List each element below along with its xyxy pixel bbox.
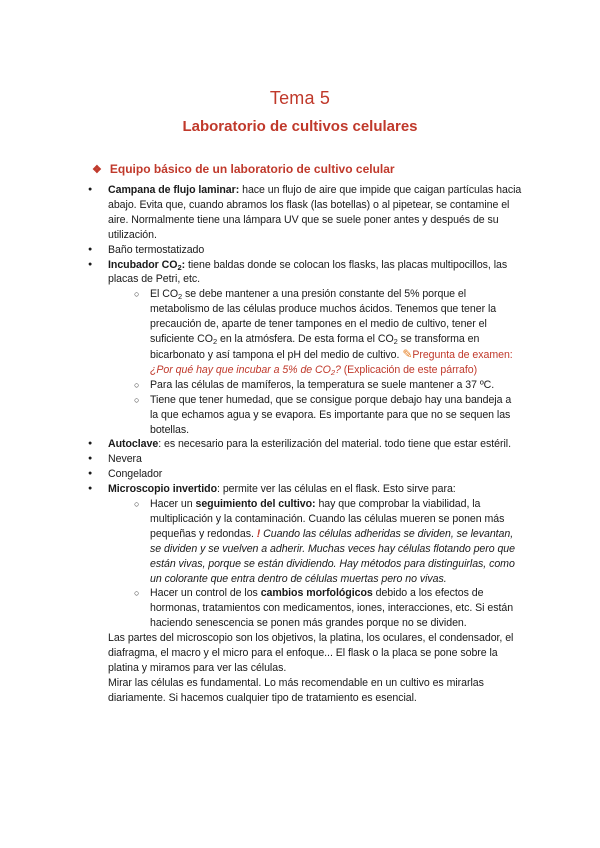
- exam-note-explanation: (Explicación de este párrafo): [343, 363, 478, 376]
- diamond-bullet-icon: ❖: [92, 164, 102, 176]
- text-nevera: Nevera: [108, 453, 142, 466]
- list-item-autoclave: [86, 437, 522, 452]
- pencil-icon: ✎: [402, 346, 413, 361]
- seguimiento-pre: Hacer un: [150, 498, 196, 511]
- sublist-item-co2: [136, 287, 522, 377]
- term-microscopio: Microscopio invertido: [108, 483, 218, 496]
- seguimiento-note: Cuando las células adheridas se dividen, se levantan, se dividen y se vuelven a adherir. Muchas veces hay células flotando pero que están vivas, porque se están dividiendo. Hay métodos para distinguirlas, como un colorante que entra dentro de células muertas pero no vivas.: [150, 527, 515, 585]
- text-incubador: tiene baldas donde se colocan los flasks, las placas multipocillos, las placas de Petri, etc.: [108, 258, 508, 286]
- section-heading-text: Equipo básico de un laboratorio de cultivo celular: [109, 162, 395, 176]
- sublist-item-morfologicos: [136, 586, 522, 631]
- co2-text-b: se debe mantener a una presión constante del 5% porque el metabolismo de las células produce muchos ácidos. Tenemos que tener la precaución de, aparte de tener tampones en el medio de cultivo, tener el suficiente CO: [150, 288, 497, 346]
- term-incubador-text: Incubador CO: [108, 258, 178, 271]
- seguimiento-term: seguimiento del cultivo:: [195, 498, 316, 511]
- list-item-bano: [86, 243, 522, 258]
- text-campana: hace un flujo de aire que impide que caigan partículas hacia abajo. Evita que, cuando abramos los flask (las botellas) o al pipetear, se contamine el aire. Normalmente tiene una lámpara UV que se suele poner antes y después de su utilización.: [108, 184, 522, 241]
- co2-sub-b: 2: [212, 337, 218, 347]
- co2-text-a: El CO: [150, 288, 179, 301]
- exam-question-sub: 2: [330, 367, 335, 377]
- seguimiento-text: hay que comprobar la viabilidad, la multiplicación y la contaminación. Cuando las células mueren se ponen más pequeñas y redondas.: [150, 498, 505, 540]
- exam-note-label: Pregunta de examen:: [412, 348, 513, 361]
- list-item-congelador: [86, 467, 522, 482]
- sublist-item-humedad: [136, 393, 522, 438]
- term-incubador-colon: :: [181, 258, 186, 271]
- term-campana: Campana de flujo laminar:: [108, 184, 240, 196]
- exclamation-icon: !: [256, 527, 261, 540]
- co2-text-c: en la atmósfera. De esta forma el CO: [217, 333, 394, 346]
- morfologicos-term: cambios morfológicos: [260, 587, 373, 600]
- list-item-campana: [86, 183, 522, 243]
- text-microscopio: : permite ver las células en el flask. Esto sirve para:: [217, 483, 456, 496]
- section-heading: [92, 162, 395, 176]
- term-incubador: [108, 259, 185, 271]
- list-item-incubador: [86, 258, 522, 288]
- text-bano: Baño termostatizado: [108, 243, 205, 256]
- exam-question-end: ?: [334, 363, 341, 376]
- temperatura-text: Para las células de mamíferos, la temperatura se suele mantener a 37 ºC.: [150, 378, 495, 391]
- sublist-item-temperatura: [136, 378, 522, 393]
- sublist-item-seguimiento: [136, 497, 522, 586]
- text-congelador: Congelador: [108, 468, 163, 481]
- co2-sub-c: 2: [393, 337, 398, 347]
- morfologicos-pre: Hacer un control de los: [150, 587, 261, 600]
- page-title: Tema 5: [269, 88, 331, 108]
- humedad-text: Tiene que tener humedad, que se consigue porque debajo hay una bandeja a la que echamos agua y se evapora. Es importante para que no se sequen las botellas.: [150, 393, 512, 436]
- content-body: [86, 183, 522, 706]
- page-subtitle: Laboratorio de cultivos celulares: [182, 118, 418, 135]
- term-incubador-sub: 2: [177, 262, 182, 272]
- morfologicos-text: debido a los efectos de hormonas, tratamientos con medicamentos, iones, interacciones, etc. Si están haciendo senescencia se ponen más grandes porque no se dividen.: [150, 587, 514, 630]
- co2-sub-a: 2: [178, 292, 183, 302]
- paragraph-mirar: Mirar las células es fundamental. Lo más recomendable en un cultivo es mirarlas diariamente. Si hacemos cualquier tipo de tratamiento es esencial.: [108, 676, 484, 704]
- co2-text-d: se transforma en bicarbonato y así tampona el pH del medio de cultivo.: [150, 333, 480, 361]
- term-autoclave: Autoclave: [108, 438, 159, 451]
- text-autoclave: : es necesario para la esterilización del material. todo tiene que estar estéril.: [158, 438, 511, 451]
- list-item-nevera: [86, 452, 522, 467]
- exam-question: [150, 364, 341, 376]
- exam-question-text: ¿Por qué hay que incubar a 5% de CO: [150, 363, 331, 376]
- list-item-microscopio: [86, 482, 522, 497]
- paragraph-partes: Las partes del microscopio son los objetivos, la platina, los oculares, el condensador, el diafragma, el macro y el micro para el enfoque... El flask o la placa se pone sobre la platina y miramos para ver las células.: [108, 632, 514, 674]
